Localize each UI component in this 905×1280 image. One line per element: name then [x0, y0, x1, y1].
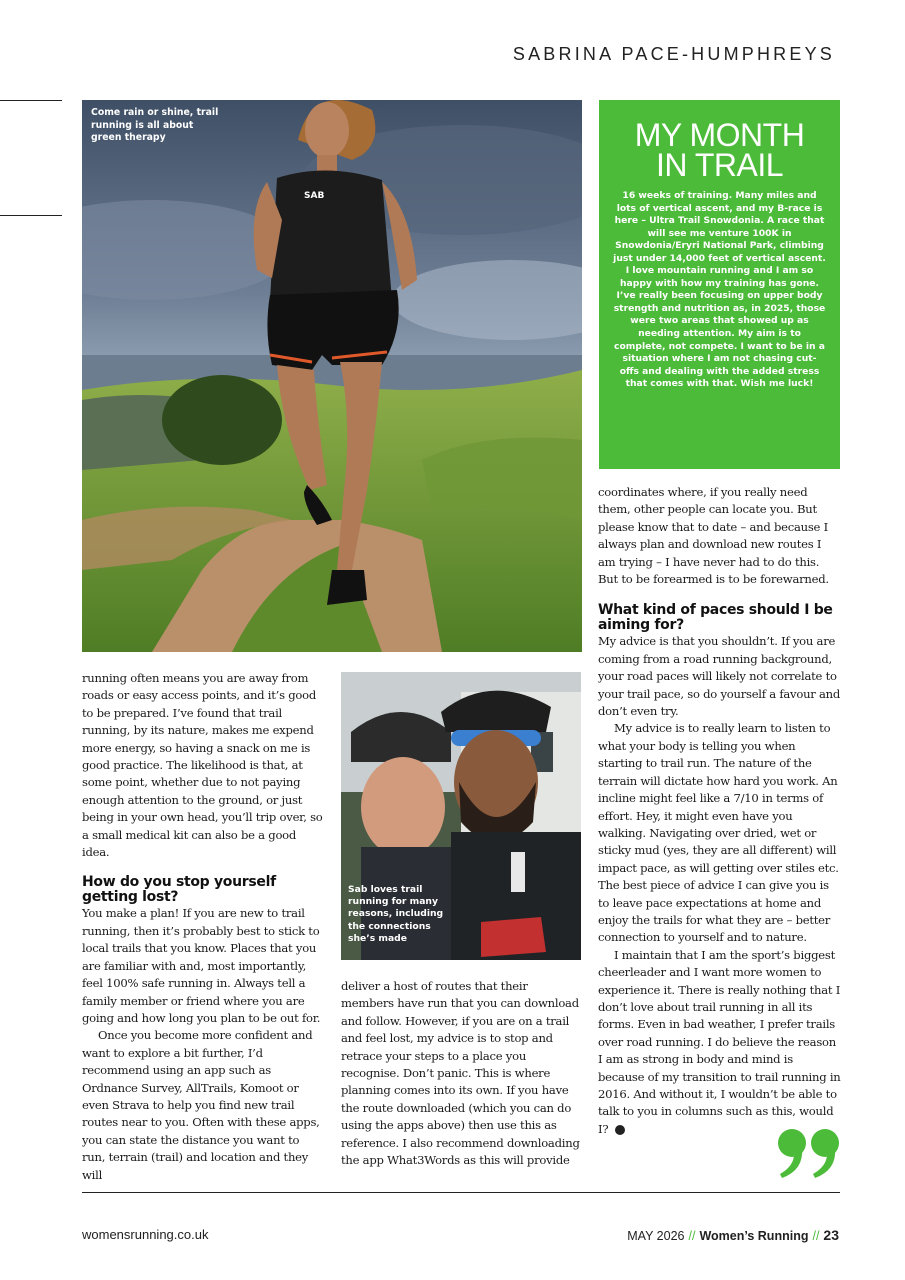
column-1	[82, 670, 324, 1184]
footer-issue: MAY 2026	[627, 1229, 685, 1243]
col3-paragraph-3: My advice is to really learn to listen to what your body is telling you when starting to trail run. The nature of the terrain will dictate how hard you work. An incline might feel like a 7/10 in terms of effort. Hey, it might even have you walking. Navigating over dried, wet or sticky mud (yes, they are all different) will impact pace, as will getting over stiles etc. The best piece of advice I can give you is to leave pace expectations at home and enjoy the trails for what they are – better connection to yourself and to nature.	[598, 721, 839, 945]
column-2	[341, 978, 583, 1169]
col2-paragraph-1: deliver a host of routes that their members have run that you can download and follow. However, if you are on a trail and feel lost, my advice is to stop and retrace your steps to a place you recognise. Don’t panic. This is where planning comes into its own. If you have the route downloaded (which you can do using the apps above) then use this as reference. I also recommend downloading the app What3Words as this will provide	[341, 979, 580, 1168]
column-3	[598, 484, 842, 1138]
footer-issue-info	[627, 1227, 839, 1243]
footer-rule	[82, 1192, 840, 1193]
col3-paragraph-1: coordinates where, if you really need them, other people can locate you. But please know that to date – and because I always plan and download new routes I am trying – I have never had to do this. But to be forearmed is to be forewarned.	[598, 485, 829, 587]
footer-magazine: Women’s Running	[699, 1229, 809, 1243]
sidebar-title-line2: IN TRAIL	[656, 147, 783, 183]
col3-paragraph-4	[598, 947, 842, 1138]
selfie-caption: Sab loves trail running for many reasons, including the connections she’s made	[348, 884, 444, 944]
col1-paragraph-1: running often means you are away from roads or easy access points, and it’s good to be prepared. I’ve found that trail running, by its nature, makes me expend more energy, so having a snack on me is good practice. The likelihood is that, at some point, whether due to not paying enough attention to the ground, or just being in your own head, you’ll trip over, so a small medical kit can also be a good idea.	[82, 671, 323, 860]
margin-rule-top	[0, 100, 62, 101]
sidebar-title	[599, 117, 840, 183]
margin-rule-bottom	[0, 215, 62, 216]
footer-website: womensrunning.co.uk	[82, 1227, 209, 1242]
my-month-in-trail-box	[599, 100, 840, 469]
page-number: 23	[823, 1227, 839, 1243]
author-name: SABRINA PACE-HUMPHREYS	[512, 44, 835, 64]
main-photo-runner	[82, 100, 582, 652]
closing-quote-icon	[776, 1128, 842, 1180]
end-mark-icon	[615, 1125, 625, 1135]
col3-heading: What kind of paces should I be aiming for?	[598, 602, 833, 634]
col1-paragraph-3: Once you become more confident and want to explore a bit further, I’d recommend using an app such as Ordnance Survey, AllTrails, Komoot or even Strava to help you find new trail routes near to you. Often with these apps, you can state the distance you want to run, terrain (trail) and location and they will	[82, 1028, 320, 1182]
col3-paragraph-2: My advice is that you shouldn’t. If you are coming from a road running background, your road paces will likely not correlate to your trail pace, so do yourself a favour and don’t even try.	[598, 634, 841, 719]
col3-paragraph-4-text: I maintain that I am the sport’s biggest cheerleader and I want more women to experience it. There is really nothing that I don’t love about trail running in all its forms. Even in bad weather, I prefer trails over road running. I do believe the reason I am as strong in body and mind is because of my transition to trail running in 2016. And without it, I wouldn’t be able to talk to you in columns such as this, would I?	[598, 947, 841, 1136]
col1-paragraph-2: You make a plan! If you are new to trail running, then it’s probably best to stick to local trails that you know. Places that you are familiar with and, most importantly, feel 100% safe running in. Always tell a family member or friend where you are going and how long you plan to be out for.	[82, 906, 321, 1025]
footer-separator-2: //	[812, 1229, 820, 1243]
sidebar-body: 16 weeks of training. Many miles and lots of vertical ascent, and my B-race is here – Ultra Trail Snowdonia. A race that will see me venture 100K in Snowdonia/Eryri National Park, climbing just under 14,000 feet of vertical ascent. I love mountain running and I am so happy with how my training has gone. I’ve really been focusing on upper body strength and nutrition as, in 2025, those were two areas that showed up as needing attention. My aim is to complete, not compete. I want to be in a situation where I am not chasing cut-offs and dealing with the added stress that comes with that. Wish me luck!	[613, 190, 826, 390]
footer-separator-1: //	[688, 1229, 696, 1243]
shirt-text: SAB	[304, 191, 325, 201]
sidebar-title-line1: MY MONTH	[634, 117, 805, 153]
col1-heading: How do you stop yourself getting lost?	[82, 874, 276, 906]
photo-caption: Come rain or shine, trail running is all about green therapy	[91, 107, 219, 143]
